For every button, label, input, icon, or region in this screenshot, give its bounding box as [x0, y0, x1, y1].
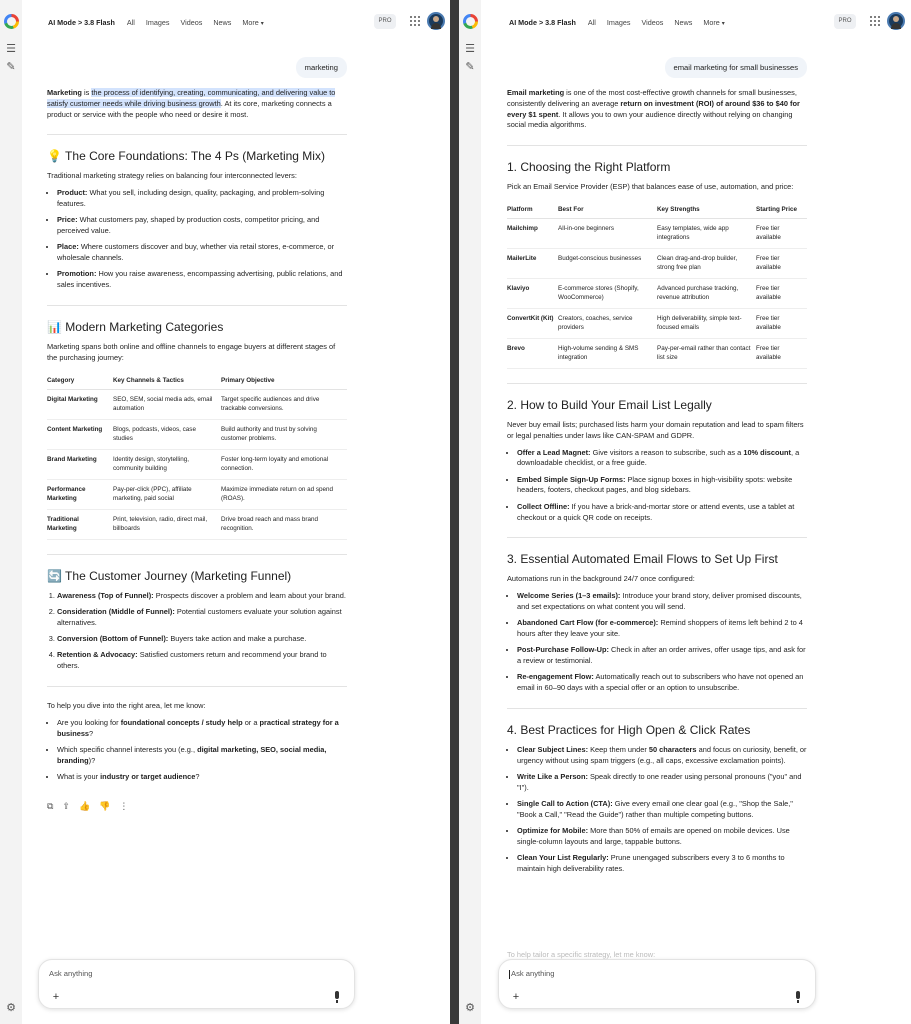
ask-input[interactable]: [509, 969, 554, 979]
ask-input-box[interactable]: [38, 959, 355, 1009]
list-item: • Optimize for Mobile: More than 50% of emails are opened on mobile devices. Use single-column layouts and large, tappable buttons.: [517, 826, 807, 848]
chevron-down-icon: ▾: [260, 20, 264, 27]
list-item: • Single Call to Action (CTA): Give every email one clear goal (e.g., "Shop the Sale," "Book a Call," "Read the Guide") rather than multiple competing buttons.: [517, 799, 807, 821]
list-item: • Post-Purchase Follow-Up: Check in after an order arrives, offer usage tips, and ask for a review or testimonial.: [517, 645, 807, 667]
tab-all[interactable]: All: [587, 17, 596, 27]
ask-input-box[interactable]: [498, 959, 816, 1009]
section-heading-funnel: 🔄 The Customer Journey (Marketing Funnel): [47, 568, 292, 583]
section-heading-categories: 📊 Modern Marketing Categories: [47, 320, 224, 335]
section-heading-platform: 1. Choosing the Right Platform: [507, 160, 671, 175]
followup-lead: To help you dive into the right area, let me know:: [47, 700, 206, 710]
mic-icon[interactable]: [332, 990, 342, 1004]
settings-icon[interactable]: ⚙: [6, 1002, 16, 1014]
section-lead: Never buy email lists; purchased lists harm your domain reputation and lead to spam filters or legal penalties under laws like CAN-SPAM and GDPR.: [507, 419, 804, 440]
plus-icon[interactable]: +: [512, 991, 520, 1003]
avatar[interactable]: [887, 12, 905, 30]
divider: [47, 305, 347, 306]
table-row: Klaviyo E-commerce stores (Shopify, WooCommerce) Advanced purchase tracking, revenue attribution Free tier available: [507, 278, 807, 308]
plus-icon[interactable]: +: [52, 991, 60, 1003]
share-icon[interactable]: ⇪: [62, 800, 70, 811]
table-row: Content Marketing Blogs, podcasts, videos, case studies Build authority and trust by solving customer problems.: [47, 419, 347, 449]
menu-icon[interactable]: ☰: [6, 43, 16, 55]
list-item: • Clear Subject Lines: Keep them under 50 characters and focus on curiosity, benefit, or urgency without using spam triggers (e.g., all caps, excessive exclamation points).: [517, 745, 807, 767]
list-item: • Re-engagement Flow: Automatically reach out to subscribers who have not opened an email in 60–90 days with a special offer or an option to unsubscribe.: [517, 672, 807, 694]
google-logo-icon[interactable]: [463, 14, 478, 29]
section-lead: Traditional marketing strategy relies on balancing four interconnected levers:: [47, 171, 297, 181]
table-header: Key Channels & Tactics: [113, 372, 221, 390]
tab-images[interactable]: Images: [145, 17, 170, 27]
google-logo-icon[interactable]: [4, 14, 19, 29]
intro-rest: . At its core, marketing connects a product or service with the people who need or desire it most.: [47, 98, 332, 119]
right-pane: [459, 0, 911, 1024]
platform-table: [507, 201, 807, 369]
intro-paragraph: [47, 88, 347, 120]
chevron-down-icon: ▾: [721, 20, 725, 27]
more-options-icon[interactable]: ⋮: [119, 800, 129, 811]
menu-icon[interactable]: ☰: [465, 43, 475, 55]
list-item: • Promotion: How you raise awareness, encompassing advertising, public relations, and sales incentives.: [57, 269, 347, 291]
response-content: [47, 88, 347, 812]
new-chat-icon[interactable]: ✎: [465, 61, 475, 73]
tab-news[interactable]: News: [213, 17, 232, 27]
four-ps-list: [47, 188, 347, 291]
divider: [47, 686, 347, 687]
list-item: • Product: What you sell, including design, quality, packaging, and problem-solving features.: [57, 188, 347, 210]
text-cursor: [509, 970, 510, 979]
list-item: • Which specific channel interests you (e.g., digital marketing, SEO, social media, branding)?: [57, 745, 347, 767]
funnel-list: [47, 591, 347, 672]
list-item: • Offer a Lead Magnet: Give visitors a reason to subscribe, such as a 10% discount, a downloadable checklist, or a free guide.: [517, 448, 807, 470]
table-header-row: [507, 201, 807, 219]
list-item: 2. Consideration (Middle of Funnel): Potential customers evaluate your solution against alternatives.: [57, 607, 347, 629]
divider: [47, 134, 347, 135]
ask-input[interactable]: Ask anything: [49, 969, 93, 978]
section-lead: Automations run in the background 24/7 once configured:: [507, 574, 695, 584]
list-item: • Write Like a Person: Speak directly to one reader using personal pronouns ("you" and "I").: [517, 772, 807, 794]
apps-grid-icon[interactable]: [870, 16, 880, 26]
ask-placeholder: Ask anything: [511, 969, 555, 978]
pro-badge[interactable]: PRO: [374, 14, 396, 29]
section-lead: Pick an Email Service Provider (ESP) that balances ease of use, automation, and price:: [507, 182, 794, 192]
intro-highlight[interactable]: the process of identifying, creating, communicating, and delivering value to satisfy customer needs while driving business growth: [47, 88, 336, 108]
table-header: Starting Price: [756, 201, 807, 219]
user-query-bubble: marketing: [296, 57, 347, 78]
table-header: Best For: [558, 201, 657, 219]
table-row: Brand Marketing Identity design, storytelling, community building Foster long-term loyalty and emotional connection.: [47, 449, 347, 479]
table-row: Brevo High-volume sending & SMS integration Pay-per-email rather than contact list size Free tier available: [507, 338, 807, 368]
table-header: Primary Objective: [221, 372, 347, 390]
section-heading-list: 2. How to Build Your Email List Legally: [507, 397, 712, 412]
side-rail: [0, 0, 22, 1024]
divider: [507, 708, 807, 709]
mode-selector[interactable]: AI Mode > 3.8 Flash: [48, 17, 115, 27]
copy-icon[interactable]: ⧉: [47, 800, 54, 811]
list-item: 4. Retention & Advocacy: Satisfied customers return and recommend your brand to others.: [57, 650, 347, 672]
tab-videos[interactable]: Videos: [641, 17, 664, 27]
table-header: Key Strengths: [657, 201, 756, 219]
list-item: 1. Awareness (Top of Funnel): Prospects discover a problem and learn about your brand.: [57, 591, 347, 602]
section-lead: Marketing spans both online and offline channels to engage buyers at different stages of the purchasing journey:: [47, 342, 336, 362]
tab-news[interactable]: News: [674, 17, 693, 27]
table-row: Performance Marketing Pay-per-click (PPC), affiliate marketing, paid social Maximize immediate return on ad spend (ROAS).: [47, 479, 347, 509]
tab-all[interactable]: All: [126, 17, 135, 27]
thumbs-up-icon[interactable]: 👍: [78, 800, 91, 811]
list-item: • Clean Your List Regularly: Prune unengaged subscribers every 3 to 6 months to maintain high deliverability rates.: [517, 853, 807, 875]
categories-table: [47, 372, 347, 540]
tab-images[interactable]: Images: [606, 17, 631, 27]
apps-grid-icon[interactable]: [410, 16, 420, 26]
table-row: Mailchimp All-in-one beginners Easy templates, wide app integrations Free tier available: [507, 218, 807, 248]
tab-more-label: More: [242, 17, 259, 27]
tab-more[interactable]: [703, 18, 724, 27]
table-row: Digital Marketing SEO, SEM, social media ads, email automation Target specific audiences and drive trackable conversions.: [47, 389, 347, 419]
new-chat-icon[interactable]: ✎: [6, 61, 16, 73]
section-heading-4ps: 💡 The Core Foundations: The 4 Ps (Marketing Mix): [47, 149, 325, 164]
list-item: • What is your industry or target audience?: [57, 772, 347, 783]
divider: [507, 145, 807, 146]
table-header-row: [47, 372, 347, 390]
tab-more[interactable]: [242, 18, 263, 27]
list-item: • Are you looking for foundational concepts / study help or a practical strategy for a business?: [57, 718, 347, 740]
divider: [507, 383, 807, 384]
thumbs-down-icon[interactable]: 👎: [99, 800, 111, 811]
response-content: [507, 88, 807, 881]
mode-selector[interactable]: AI Mode > 3.8 Flash: [509, 17, 576, 27]
list-item: 3. Conversion (Bottom of Funnel): Buyers take action and make a purchase.: [57, 634, 347, 645]
list-item: • Collect Offline: If you have a brick-and-mortar store or attend events, use a tablet at checkout or a quick QR code on receipts.: [517, 502, 807, 524]
flows-list: [507, 591, 807, 694]
list-item: • Price: What customers pay, shaped by production costs, competitor pricing, and perceived value.: [57, 215, 347, 237]
practices-list: [507, 745, 807, 875]
response-actions: [47, 801, 347, 812]
followup-list: [47, 718, 347, 783]
intro-is: is: [81, 88, 92, 97]
top-nav: [48, 14, 275, 30]
list-item: • Place: Where customers discover and buy, whether via retail stores, e-commerce, or wholesale channels.: [57, 242, 347, 264]
left-pane: [0, 0, 450, 1024]
section-heading-practices: 4. Best Practices for High Open & Click Rates: [507, 723, 751, 738]
list-item: • Welcome Series (1–3 emails): Introduce your brand story, deliver promised discounts, and set expectations on what content you will send.: [517, 591, 807, 613]
intro-term: Marketing: [47, 88, 82, 97]
tab-videos[interactable]: Videos: [180, 17, 203, 27]
table-row: Traditional Marketing Print, television, radio, direct mail, billboards Drive broad reach and mass brand recognition.: [47, 509, 347, 539]
user-query-bubble: email marketing for small businesses: [665, 57, 808, 78]
settings-icon[interactable]: ⚙: [465, 1002, 475, 1014]
intro-paragraph: Email marketing is one of the most cost-effective growth channels for small businesses, consistently delivering an average return on investment (ROI) of around $36 to $40 for every $1 spent. It allows you to own your audience directly without relying on changing social media algorithms.: [507, 88, 800, 130]
split-divider[interactable]: [450, 0, 459, 1024]
table-row: MailerLite Budget-conscious businesses Clean drag-and-drop builder, strong free plan Free tier available: [507, 248, 807, 278]
top-nav: [509, 14, 736, 30]
divider: [507, 537, 807, 538]
followup-faded-text: To help tailor a specific strategy, let me know:: [507, 950, 656, 959]
side-rail: [459, 0, 481, 1024]
table-row: ConvertKit (Kit) Creators, coaches, service providers High deliverability, simple text-focused emails Free tier available: [507, 308, 807, 338]
divider: [47, 554, 347, 555]
section-heading-flows: 3. Essential Automated Email Flows to Set Up First: [507, 552, 778, 567]
tab-more-label: More: [703, 17, 720, 27]
list-item: • Abandoned Cart Flow (for e-commerce): Remind shoppers of items left behind 2 to 4 hours after they leave your site.: [517, 618, 807, 640]
mic-icon[interactable]: [793, 990, 803, 1004]
list-building-list: [507, 448, 807, 524]
avatar[interactable]: [427, 12, 445, 30]
table-header: Platform: [507, 201, 558, 219]
table-header: Category: [47, 372, 113, 390]
pro-badge[interactable]: PRO: [834, 14, 856, 29]
list-item: • Embed Simple Sign-Up Forms: Place signup boxes in high-visibility spots: website headers, footers, checkout pages, and blog sidebars.: [517, 475, 807, 497]
